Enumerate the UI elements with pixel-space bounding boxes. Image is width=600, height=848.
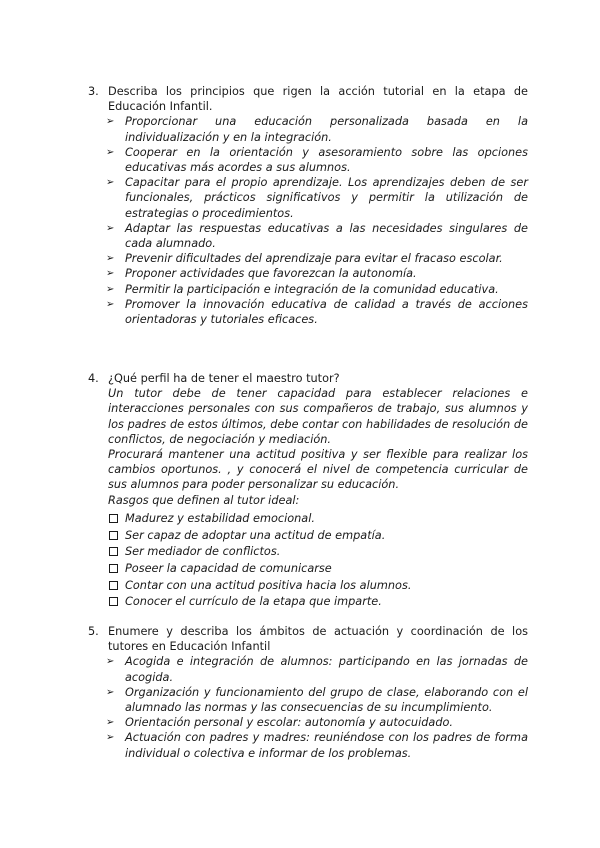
- question-text: Describa los principios que rigen la acción tutorial en la etapa de Educación Infantil.: [108, 85, 528, 114]
- list-item: ➢ Adaptar las respuestas educativas a las necesidades singulares de cada alumnado.: [106, 221, 528, 251]
- question-text: ¿Qué perfil ha de tener el maestro tutor?: [108, 372, 340, 385]
- question-number: 5.: [88, 625, 99, 638]
- list-item: ➢ Permitir la participación e integración de la comunidad educativa.: [106, 282, 499, 296]
- list-item: Madurez y estabilidad emocional.: [88, 511, 528, 526]
- arrow-bullet-icon: ➢: [106, 268, 115, 280]
- list-item: Ser capaz de adoptar una actitud de empatía.: [88, 528, 528, 543]
- arrow-bullet-icon: ➢: [106, 253, 115, 265]
- checkbox-bullet-icon: [109, 531, 118, 540]
- arrow-bullet-icon: ➢: [106, 298, 115, 310]
- question-4: [88, 371, 528, 611]
- arrow-bullet-icon: ➢: [106, 283, 115, 295]
- arrow-bullet-icon: ➢: [106, 656, 115, 668]
- arrow-bullet-icon: ➢: [106, 116, 115, 128]
- question-3: [88, 84, 528, 327]
- question-number: 3.: [88, 85, 99, 98]
- checkbox-bullet-icon: [109, 597, 118, 606]
- checkbox-bullet-icon: [109, 547, 118, 556]
- checkbox-bullet-icon: [109, 514, 118, 523]
- list-item: ➢ Proporcionar una educación personalizada basada en la individualización y en la integración.: [106, 115, 528, 144]
- arrow-bullet-icon: ➢: [106, 686, 115, 698]
- answer-paragraph: Procurará mantener una actitud positiva y ser flexible para realizar los cambios oportunos. , y conocerá el nivel de competencia curricular de sus alumnos para poder personalizar su educación.: [108, 448, 528, 492]
- answer-body: [108, 386, 528, 508]
- list-item: ➢ Organización y funcionamiento del grupo de clase, elaborando con el alumnado las normas y las consecuencias de su incumplimiento.: [106, 685, 528, 715]
- question-5: [88, 624, 528, 761]
- list-item: Ser mediador de conflictos.: [88, 544, 528, 559]
- list-item: Contar con una actitud positiva hacia los alumnos.: [88, 578, 528, 593]
- list-item: ➢ Orientación personal y escolar: autonomía y autocuidado.: [106, 716, 453, 730]
- list-item: ➢ Prevenir dificultades del aprendizaje para evitar el fracaso escolar.: [106, 252, 503, 266]
- answer-paragraph: Un tutor debe de tener capacidad para establecer relaciones e interacciones personales con sus compañeros de trabajo, sus alumnos y los padres de estos últimos, debe contar con habilidades de resolución de conflictos, de negociación y mediación.: [108, 387, 528, 446]
- question-number: 4.: [88, 372, 99, 385]
- traits-list: [88, 511, 528, 610]
- arrow-bullet-icon: ➢: [106, 177, 115, 189]
- list-item: ➢ Capacitar para el propio aprendizaje. Los aprendizajes deben de ser funcionales, prácticos significativos y permitir la utilización de estrategias o procedimientos.: [106, 176, 528, 220]
- list-item: ➢ Cooperar en la orientación y asesoramiento sobre las opciones educativas más acordes a sus alumnos.: [106, 145, 528, 175]
- checkbox-bullet-icon: [109, 581, 118, 590]
- list-item: ➢ Acogida e integración de alumnos: participando en las jornadas de acogida.: [106, 655, 528, 684]
- principles-list: [88, 114, 528, 327]
- arrow-bullet-icon: ➢: [106, 717, 115, 729]
- list-item: ➢ Promover la innovación educativa de calidad a través de acciones orientadoras y tutoriales eficaces.: [106, 297, 528, 327]
- list-item: ➢ Actuación con padres y madres: reuniéndose con los padres de forma individual o colectiva e informar de los problemas.: [106, 731, 528, 760]
- arrow-bullet-icon: ➢: [106, 222, 115, 234]
- list-item: ➢ Proponer actividades que favorezcan la autonomía.: [106, 267, 417, 281]
- list-item: Conocer el currículo de la etapa que imparte.: [88, 594, 528, 609]
- arrow-bullet-icon: ➢: [106, 732, 115, 744]
- list-item: Poseer la capacidad de comunicarse: [88, 561, 528, 576]
- areas-list: [88, 654, 528, 760]
- traits-intro: Rasgos que definen al tutor ideal:: [108, 493, 300, 507]
- checkbox-bullet-icon: [109, 564, 118, 573]
- question-text: Enumere y describa los ámbitos de actuación y coordinación de los tutores en Educación Infantil: [108, 625, 528, 654]
- arrow-bullet-icon: ➢: [106, 146, 115, 158]
